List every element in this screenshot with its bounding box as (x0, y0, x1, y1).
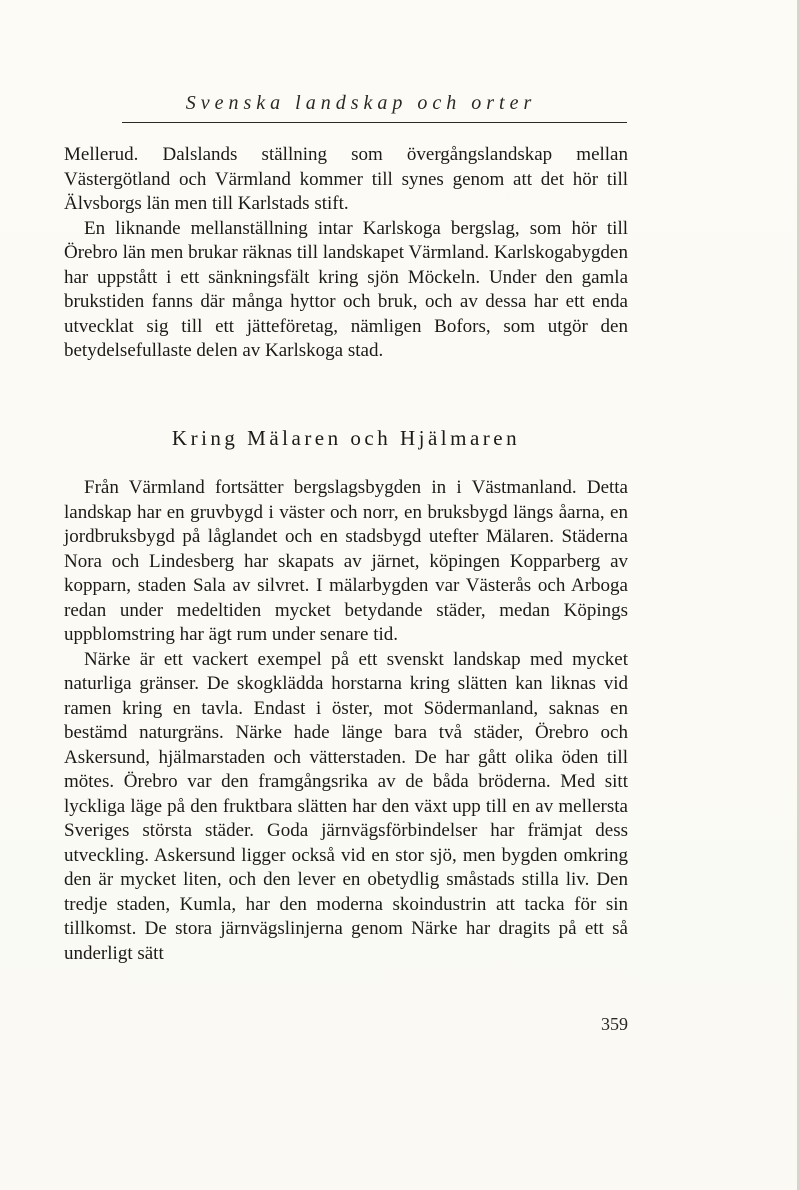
running-header: Svenska landskap och orter (185, 92, 537, 114)
paragraph: Från Värmland fortsätter bergslagsbygden in i Västmanland. Detta landskap har en gruvbygd i väster och norr, en bruksbygd längs åarna, en jordbruksbygd på låglandet och en stadsbygd utefter Mälaren. Städerna Nora och Lindesberg har skapats av järnet, köpingen Kopparberg av kopparn, staden Sala av silvret. I mälarbygden var Västerås och Arboga redan under medeltiden mycket betydande städer, medan Köpings uppblomstring har ägt rum under senare tid. (64, 477, 628, 645)
paragraph: Närke är ett vackert exempel på ett svenskt landskap med mycket naturliga gränser. De skogklädda horstarna kring slätten kan liknas vid ramen kring en tavla. Endast i öster, mot Södermanland, saknas en bestämd naturgräns. Närke hade länge bara två städer, Örebro och Askersund, hjälmarstaden och vätterstaden. De har gått olika öden till mötes. Örebro var den framgångsrika av de båda bröderna. Med sitt lyckliga läge på den fruktbara slätten har den växt upp till en av mellersta Sveriges största städer. Goda järnvägsförbindelser har främjat dess utveckling. Askersund ligger också vid en stor sjö, men bygden omkring den är mycket liten, och den lever en obetydlig småstads stilla liv. Den tredje staden, Kumla, har den moderna skoindustrin att tacka för sin tillkomst. De stora järnvägslinjerna genom Närke har dragits på ett så underligt sätt (64, 648, 628, 964)
page-number: 359 (601, 1014, 628, 1034)
section-1-body (64, 143, 628, 364)
section-2-body (64, 476, 628, 966)
paragraph: Mellerud. Dalslands ställning som övergångslandskap mellan Västergötland och Värmland kommer till synes genom att det hör till Älvsborgs län men till Karlstads stift. (64, 144, 628, 214)
paragraph: En liknande mellanställning intar Karlskoga bergslag, som hör till Örebro län men brukar räknas till landskapet Värmland. Karlskogabygden har uppstått i ett sänkningsfält kring sjön Möckeln. Under den gamla brukstiden fanns där många hyttor och bruk, och av dessa har ett enda utvecklat sig till ett jätteföretag, nämligen Bofors, som utgör den betydelsefullaste delen av Karlskoga stad. (64, 217, 628, 361)
header-rule (122, 122, 627, 123)
section-heading: Kring Mälaren och Hjälmaren (171, 426, 521, 450)
